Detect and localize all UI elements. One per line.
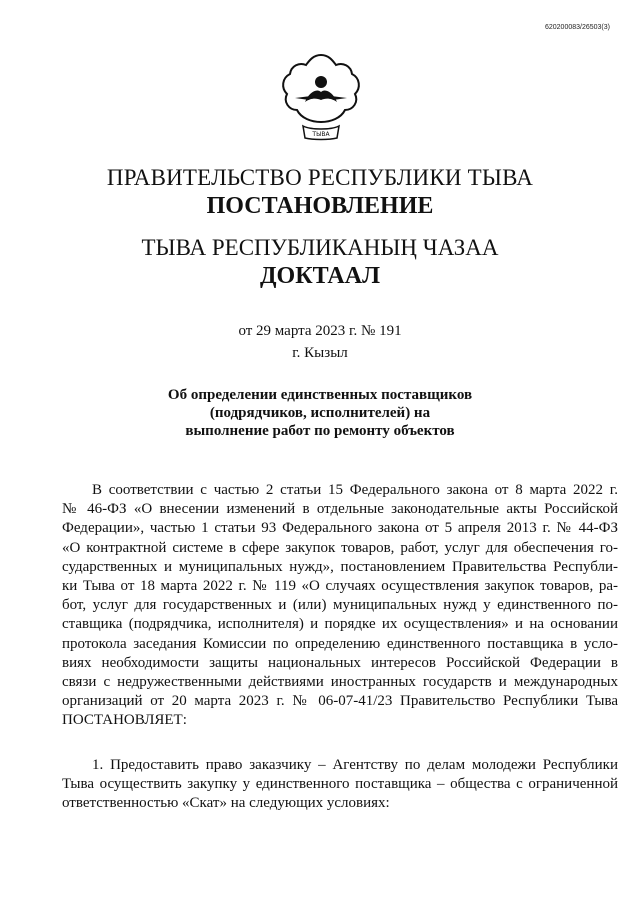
- paragraph-line: Федерации», частью 1 статьи 93 Федерального закона от 5 апреля 2013 г. № 44-ФЗ: [62, 520, 618, 537]
- paragraph-line: организаций от 20 марта 2023 г. № 06-07-41/23 Правительство Республики Тыва: [62, 693, 618, 710]
- paragraph-line: «О контрактной системе в сфере закупок товаров, работ, услуг для обеспечения го-: [62, 539, 618, 556]
- coat-of-arms-emblem: [281, 52, 361, 142]
- decree-subject: [0, 386, 640, 440]
- subject-line: Об определении единственных поставщиков: [167, 387, 473, 403]
- paragraph-line: ПОСТАНОВЛЯЕТ:: [62, 712, 187, 729]
- preamble-paragraph: [62, 481, 618, 731]
- paragraph-line: протокола заседания Комиссии по определению единственного поставщика в усло-: [62, 635, 618, 652]
- decree-date-number: от 29 марта 2023 г. № 191: [238, 323, 402, 339]
- paragraph-line: связи с недружественными действиями иностранных государств и международных: [62, 674, 618, 691]
- document-id: 620200083/26503(3): [544, 24, 610, 31]
- paragraph-line: В соответствии с частью 2 статьи 15 Федерального закона от 8 марта 2022 г.: [92, 482, 618, 498]
- paragraph-line: 1. Предоставить право заказчику – Агентству по делам молодежи Республики: [92, 757, 618, 773]
- decree-title: ПОСТАНОВЛЕНИЕ: [206, 193, 434, 219]
- government-title-tuvan: ТЫВА РЕСПУБЛИКАНЫҢ ЧАЗАА: [141, 235, 499, 260]
- paragraph-line: ки Тыва от 18 марта 2022 г. № 119 «О случаях осуществления закупок товаров, ра-: [62, 578, 618, 595]
- paragraph-line: ставщика (подрядчика, исполнителя) и порядке их осуществления» и на основании: [62, 616, 618, 633]
- paragraph-line: № 46-ФЗ «О внесении изменений в отдельные законодательные акты Российской: [62, 501, 618, 518]
- svg-text:ТЫВА: ТЫВА: [312, 131, 330, 138]
- subject-line: (подрядчиков, исполнителей) на: [209, 405, 431, 421]
- paragraph-line: ответственностью «Скат» на следующих условиях:: [62, 795, 390, 812]
- clause-1-paragraph: [62, 756, 618, 814]
- government-title: ПРАВИТЕЛЬСТВО РЕСПУБЛИКИ ТЫВА: [106, 165, 534, 190]
- decree-city: г. Кызыл: [292, 345, 348, 361]
- paragraph-line: бот, услуг для государственных и (или) муниципальных нужд у единственного по-: [62, 597, 618, 614]
- subject-line: выполнение работ по ремонту объектов: [185, 423, 455, 439]
- paragraph-line: сударственных и муниципальных нужд», постановлением Правительства Республи-: [62, 558, 618, 575]
- paragraph-line: Тыва осуществить закупку у единственного поставщика – общества с ограниченной: [62, 776, 618, 793]
- paragraph-line: виях необходимости защиты национальных интересов Российской Федерации в: [62, 654, 618, 671]
- decree-title-tuvan: ДОКТААЛ: [260, 263, 380, 289]
